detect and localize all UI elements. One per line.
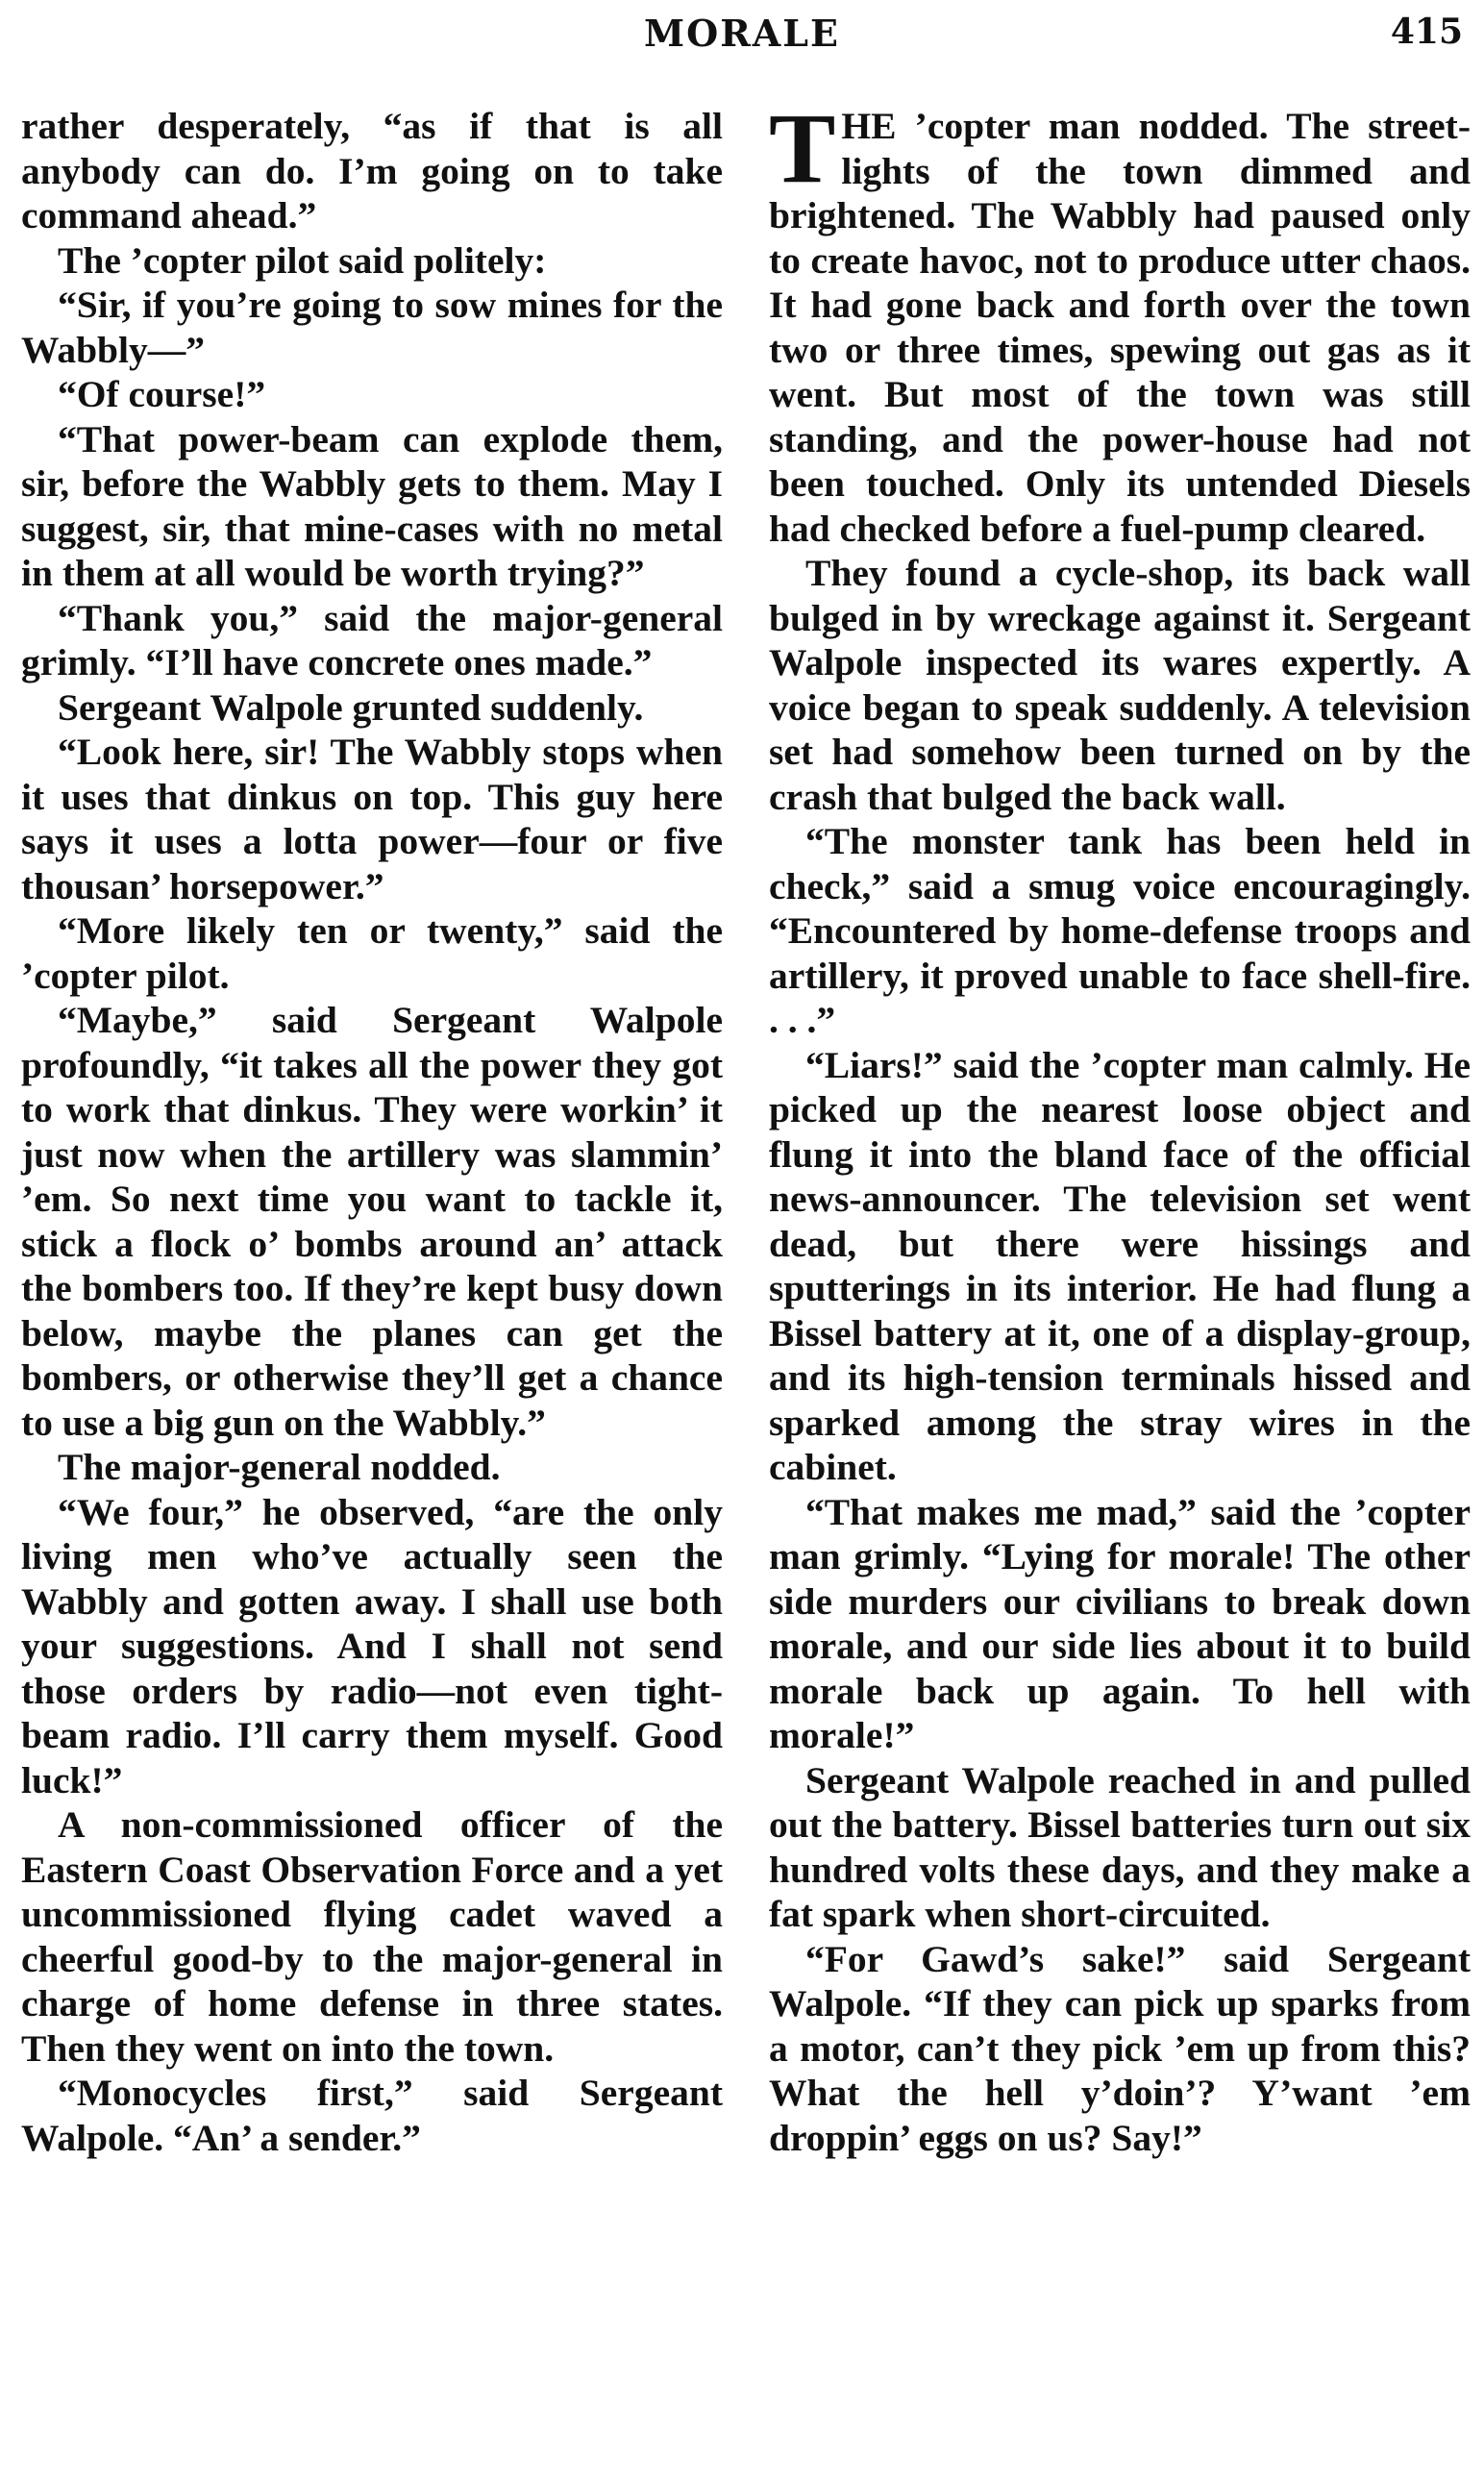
paragraph: rather desperately, “as if that is all anybody can do. I’m going on to take command ahead.” [21, 105, 723, 236]
paragraph: “The monster tank has been held in check,” said a smug voice encouragingly. “Encountered by home-defense troops and artillery, it proved unable to face shell-fire. . . .” [769, 820, 1471, 1041]
right-column [769, 93, 1471, 2160]
paragraph: Sergeant Walpole grunted suddenly. [58, 685, 644, 729]
paragraph: A non-commissioned officer of the Eastern Coast Observation Force and a yet uncommissioned flying cadet waved a cheerful good-by to the major-general in charge of home defense in three states. Then they went on into the town. [21, 1803, 723, 2070]
paragraph: “That power-beam can explode them, sir, before the Wabbly gets to them. May I suggest, sir, that mine-cases with no metal in them at all would be worth trying?” [21, 417, 723, 594]
paragraph: “More likely ten or twenty,” said the ’copter pilot. [21, 909, 723, 997]
paragraph: The ’copter pilot said politely: [58, 238, 547, 282]
paragraph: “For Gawd’s sake!” said Sergeant Walpole. “If they can pick up sparks from a motor, can’t they pick ’em up from this? What the hell y’doin’? Y’want ’em droppin’ eggs on us? Say!” [769, 1937, 1471, 2159]
page-number: 415 [1390, 12, 1463, 52]
opening-caps: HE [841, 105, 897, 147]
drop-cap: T [769, 93, 836, 204]
opening-text: ’copter man nodded. The street-lights of the town dimmed and brightened. The Wabbly had paused only to create havoc, not to produce utter chaos. It had gone back and forth over the town two or three times, spewing out gas as it went. But most of the town was still standing, and the power-house had not been touched. Only its untended Diesels had checked before a fuel-pump cleared. [769, 105, 1471, 550]
paragraph: “That makes me mad,” said the ’copter man grimly. “Lying for morale! The other side murders our civilians to break down morale, and our side lies about it to build morale back up again. To hell with morale!” [769, 1490, 1471, 1756]
left-column [21, 104, 723, 2160]
paragraph: “Liars!” said the ’copter man calmly. He picked up the nearest loose object and flung it into the bland face of the official news-announcer. The television set went dead, but there were hissings and sputterings in its interior. He had flung a Bissel battery at it, one of a display-group, and its high-tension terminals hissed and sparked among the stray wires in the cabinet. [769, 1043, 1471, 1488]
paragraph: “Of course!” [58, 373, 266, 415]
paragraph: “Sir, if you’re going to sow mines for the Wabbly—” [21, 284, 723, 371]
running-head [21, 12, 1463, 69]
running-title: MORALE [644, 12, 840, 55]
paragraph: “Maybe,” said Sergeant Walpole profoundly, “it takes all the power they got to work that dinkus. They were workin’ it just now when the artillery was slammin’ ’em. So next time you want to tackle it, stick a flock o’ bombs around an’ attack the bombers too. If they’re kept busy down below, maybe the planes can get the bombers, or otherwise they’ll get a chance to use a big gun on the Wabbly.” [21, 999, 723, 1444]
paragraph: The major-general nodded. [58, 1446, 501, 1488]
opening-paragraph [769, 93, 1471, 551]
paragraph: “Monocycles first,” said Sergeant Walpole. “An’ a sender.” [21, 2072, 723, 2159]
paragraph: “We four,” he observed, “are the only living men who’ve actually seen the Wabbly and gotten away. I shall use both your suggestions. And I shall not send those orders by radio—not even tight-beam radio. I’ll carry them myself. Good luck!” [21, 1490, 723, 1801]
paragraph: They found a cycle-shop, its back wall bulged in by wreckage against it. Sergeant Walpole inspected its wares expertly. A voice began to speak suddenly. A television set had somehow been turned on by the crash that bulged the back wall. [769, 552, 1471, 818]
paragraph: Sergeant Walpole reached in and pulled out the battery. Bissel batteries turn out six hundred volts these days, and they make a fat spark when short-circuited. [769, 1758, 1471, 1935]
paragraph: “Look here, sir! The Wabbly stops when it uses that dinkus on top. This guy here says it uses a lotta power—four or five thousan’ horsepower.” [21, 731, 723, 907]
paragraph: “Thank you,” said the major-general grimly. “I’ll have concrete ones made.” [21, 596, 723, 683]
